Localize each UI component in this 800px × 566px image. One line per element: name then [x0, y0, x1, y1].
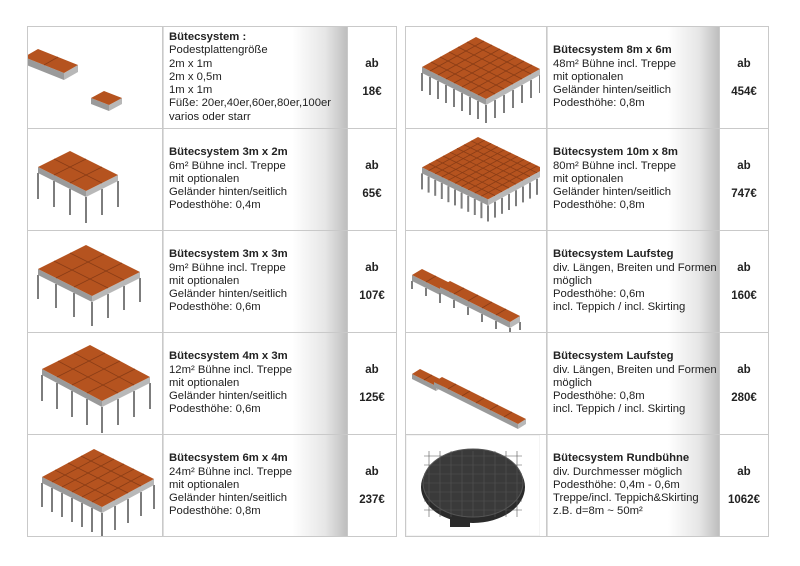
product-detail-line: Füße: 20er,40er,60er,80er,100er — [169, 97, 332, 110]
product-detail-line: mit optionalen — [169, 172, 240, 185]
product-title: Bütecsystem 3m x 3m — [169, 248, 288, 261]
price-value: 747€ — [731, 187, 757, 200]
price-cell — [348, 129, 397, 231]
product-detail-line: incl. Teppich / incl. Skirting — [553, 301, 686, 314]
price-value: 107€ — [359, 289, 385, 302]
product-description — [163, 333, 348, 435]
product-description — [547, 435, 720, 537]
price-cell — [720, 129, 769, 231]
product-description — [547, 231, 720, 333]
stage-4x3-illustration — [28, 333, 162, 434]
round-stage-illustration — [406, 435, 540, 536]
catwalk-t-illustration — [406, 231, 540, 332]
product-detail-line: Geländer hinten/seitlich — [169, 186, 288, 199]
product-row — [406, 27, 769, 129]
product-row — [406, 129, 769, 231]
product-row — [28, 435, 397, 537]
product-detail-line: Podesthöhe: 0,8m — [553, 199, 645, 212]
product-detail-line: varios oder starr — [169, 110, 251, 123]
stage-3x2-image — [28, 129, 163, 231]
stage-3x3-illustration — [28, 231, 162, 332]
stage-4x3-image — [28, 333, 163, 435]
product-detail-line: Podesthöhe: 0,6m — [169, 403, 261, 416]
product-title: Bütecsystem : — [169, 31, 247, 44]
product-detail-line: z.B. d=8m ~ 50m² — [553, 505, 643, 518]
product-detail-line: Podesthöhe: 0,6m — [169, 301, 261, 314]
product-description — [163, 129, 348, 231]
price-value: 125€ — [359, 391, 385, 404]
product-detail-line: Geländer hinten/seitlich — [169, 288, 288, 301]
price-cell — [348, 435, 397, 537]
stage-3x3-image — [28, 231, 163, 333]
price-value: 160€ — [731, 289, 757, 302]
price-prefix: ab — [365, 159, 379, 172]
product-title: Bütecsystem Laufsteg — [553, 248, 674, 261]
catwalk-long-illustration — [406, 333, 540, 434]
price-cell — [348, 231, 397, 333]
right-column — [405, 26, 769, 537]
stage-8x6-illustration — [406, 27, 540, 128]
product-detail-line: Geländer hinten/seitlich — [169, 390, 288, 403]
product-detail-line: Podesthöhe: 0,4m — [169, 199, 261, 212]
product-detail-line: 2m x 1m — [169, 57, 213, 70]
product-detail-line: div. Längen, Breiten und Formen — [553, 363, 717, 376]
product-detail-line: Geländer hinten/seitlich — [553, 84, 672, 97]
product-description — [163, 435, 348, 537]
price-prefix: ab — [737, 261, 751, 274]
product-row — [406, 435, 769, 537]
product-description — [163, 231, 348, 333]
stage-10x8-image — [406, 129, 547, 231]
price-prefix: ab — [365, 363, 379, 376]
product-detail-line: 1m x 1m — [169, 84, 213, 97]
catwalk-long-image — [406, 333, 547, 435]
product-row — [28, 129, 397, 231]
product-title: Bütecsystem 4m x 3m — [169, 350, 288, 363]
stage-6x4-illustration — [28, 435, 162, 536]
product-detail-line: Podesthöhe: 0,8m — [169, 505, 261, 518]
price-cell — [720, 333, 769, 435]
price-prefix: ab — [365, 261, 379, 274]
product-detail-line: 2m x 0,5m — [169, 70, 222, 83]
product-description — [547, 129, 720, 231]
product-detail-line: Geländer hinten/seitlich — [553, 186, 672, 199]
product-title: Bütecsystem Laufsteg — [553, 350, 674, 363]
price-cell — [720, 27, 769, 129]
product-detail-line: mit optionalen — [169, 376, 240, 389]
product-detail-line: mit optionalen — [169, 274, 240, 287]
product-detail-line: Podesthöhe: 0,6m — [553, 288, 645, 301]
right-product-table — [405, 26, 769, 537]
product-detail-line: Podestplattengröße — [169, 44, 268, 57]
product-detail-line: 80m² Bühne incl. Treppe — [553, 159, 677, 172]
product-detail-line: Geländer hinten/seitlich — [169, 492, 288, 505]
product-row — [406, 231, 769, 333]
product-row — [28, 27, 397, 129]
stage-6x4-image — [28, 435, 163, 537]
price-cell — [348, 27, 397, 129]
price-value: 65€ — [362, 187, 382, 200]
catwalk-t-image — [406, 231, 547, 333]
left-column — [27, 26, 397, 537]
price-prefix: ab — [737, 465, 751, 478]
product-detail-line: Podesthöhe: 0,4m - 0,6m — [553, 478, 680, 491]
product-detail-line: möglich — [553, 376, 592, 389]
platform-pieces-illustration — [28, 27, 162, 128]
product-description — [547, 333, 720, 435]
price-value: 454€ — [731, 85, 757, 98]
product-title: Bütecsystem 10m x 8m — [553, 146, 678, 159]
product-detail-line: Treppe/incl. Teppich&Skirting — [553, 492, 699, 505]
product-detail-line: möglich — [553, 274, 592, 287]
price-prefix: ab — [737, 363, 751, 376]
product-detail-line: 9m² Bühne incl. Treppe — [169, 261, 286, 274]
price-prefix: ab — [737, 159, 751, 172]
product-description — [547, 27, 720, 129]
stage-10x8-illustration — [406, 129, 540, 230]
price-value: 280€ — [731, 391, 757, 404]
price-cell — [720, 231, 769, 333]
product-detail-line: mit optionalen — [553, 172, 624, 185]
price-value: 18€ — [362, 85, 382, 98]
price-cell — [720, 435, 769, 537]
product-detail-line: 48m² Bühne incl. Treppe — [553, 57, 677, 70]
product-detail-line: div. Längen, Breiten und Formen — [553, 261, 717, 274]
product-detail-line: 6m² Bühne incl. Treppe — [169, 159, 286, 172]
product-detail-line: 24m² Bühne incl. Treppe — [169, 465, 293, 478]
price-cell — [348, 333, 397, 435]
stage-8x6-image — [406, 27, 547, 129]
product-detail-line: mit optionalen — [553, 70, 624, 83]
product-title: Bütecsystem 8m x 6m — [553, 44, 672, 57]
product-row — [406, 333, 769, 435]
price-prefix: ab — [365, 57, 379, 70]
product-row — [28, 333, 397, 435]
product-title: Bütecsystem 3m x 2m — [169, 146, 288, 159]
platform-pieces-image — [28, 27, 163, 129]
price-value: 1062€ — [728, 493, 760, 506]
left-product-table — [27, 26, 397, 537]
product-detail-line: incl. Teppich / incl. Skirting — [553, 403, 686, 416]
product-detail-line: Podesthöhe: 0,8m — [553, 97, 645, 110]
stage-3x2-illustration — [28, 129, 162, 230]
product-description — [163, 27, 348, 129]
round-stage-image — [406, 435, 547, 537]
product-detail-line: div. Durchmesser möglich — [553, 465, 683, 478]
price-prefix: ab — [737, 57, 751, 70]
product-detail-line: mit optionalen — [169, 478, 240, 491]
product-title: Bütecsystem Rundbühne — [553, 452, 690, 465]
product-title: Bütecsystem 6m x 4m — [169, 452, 288, 465]
product-detail-line: Podesthöhe: 0,8m — [553, 390, 645, 403]
product-row — [28, 231, 397, 333]
product-detail-line: 12m² Bühne incl. Treppe — [169, 363, 293, 376]
price-value: 237€ — [359, 493, 385, 506]
price-prefix: ab — [365, 465, 379, 478]
